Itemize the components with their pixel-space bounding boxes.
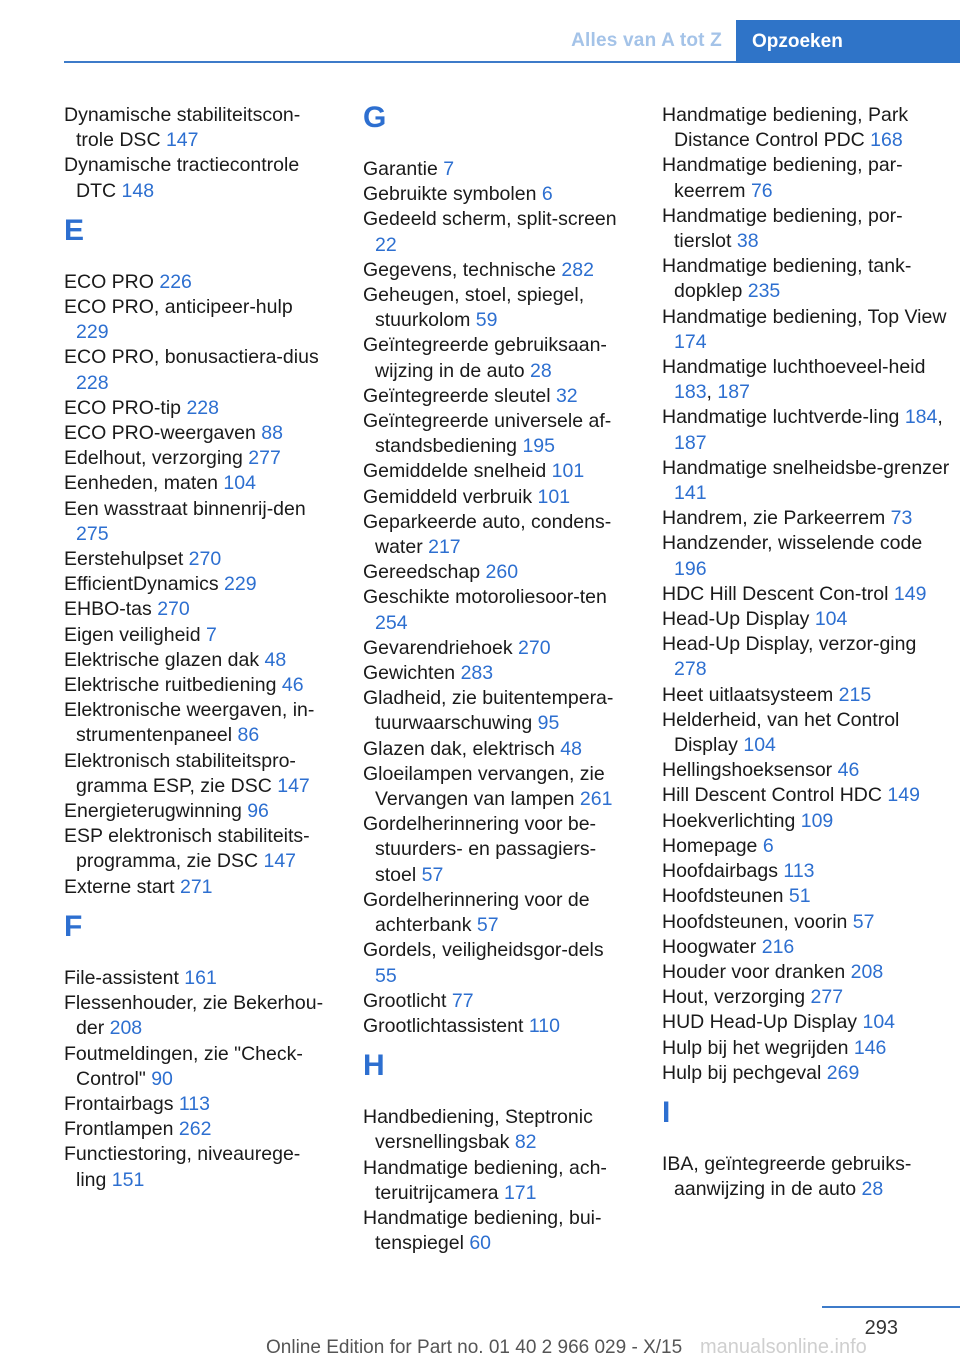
index-entry bbox=[363, 1105, 628, 1155]
page-link[interactable]: 104 bbox=[862, 1011, 896, 1034]
index-entry bbox=[64, 799, 329, 824]
section-letter: F bbox=[64, 909, 83, 943]
index-term: Externe start bbox=[64, 875, 180, 898]
page-link[interactable]: 270 bbox=[518, 636, 551, 659]
index-entry bbox=[662, 683, 952, 708]
index-entry bbox=[662, 456, 952, 506]
index-entry bbox=[662, 935, 952, 960]
index-entry bbox=[363, 510, 628, 560]
index-term: Dynamische stabiliteitscon-trole DSC bbox=[64, 104, 301, 152]
page-link[interactable]: 196 bbox=[674, 557, 707, 580]
index-entry bbox=[662, 632, 952, 682]
index-term: Handmatige snelheidsbe-grenzer bbox=[662, 456, 950, 479]
index-entry bbox=[662, 758, 952, 783]
page-link[interactable]: 109 bbox=[800, 809, 834, 832]
page-link[interactable]: 187 bbox=[717, 381, 750, 404]
page-link[interactable]: 6 bbox=[762, 834, 774, 857]
page-link[interactable]: 77 bbox=[451, 989, 474, 1012]
index-column-3 bbox=[662, 103, 952, 1202]
page-link[interactable]: 104 bbox=[743, 734, 776, 757]
page-link[interactable]: 73 bbox=[890, 507, 913, 530]
index-entry bbox=[64, 966, 329, 991]
index-term: Hout, verzorging bbox=[662, 986, 811, 1009]
index-term: Eenheden, maten bbox=[64, 472, 224, 495]
index-entry bbox=[662, 859, 952, 884]
index-entry bbox=[662, 355, 952, 405]
index-term: Gordelherinnering voor de achterbank bbox=[363, 888, 590, 937]
page-link[interactable]: 254 bbox=[375, 611, 408, 634]
page-link[interactable]: 147 bbox=[165, 129, 199, 152]
page-link[interactable]: 113 bbox=[783, 860, 815, 883]
page-link[interactable]: 82 bbox=[514, 1131, 537, 1154]
page-link[interactable]: 228 bbox=[76, 371, 109, 394]
page-link[interactable]: 95 bbox=[537, 712, 560, 735]
index-entry bbox=[662, 1036, 952, 1061]
index-entry bbox=[363, 258, 628, 283]
section-letter: G bbox=[363, 101, 387, 134]
index-term: ESP elektronisch stabiliteits-programma, zie DSC bbox=[64, 825, 310, 873]
page-link[interactable]: 88 bbox=[261, 422, 283, 445]
page-link[interactable]: 217 bbox=[428, 536, 461, 559]
page-separator: , bbox=[937, 406, 943, 429]
page-link[interactable]: 168 bbox=[870, 129, 903, 152]
index-entry bbox=[64, 698, 329, 748]
index-entry bbox=[64, 446, 329, 471]
index-entry bbox=[363, 888, 628, 938]
index-term: Handmatige bediening, Park Distance Control PDC bbox=[662, 104, 909, 152]
page-link[interactable]: 146 bbox=[853, 1036, 887, 1059]
index-term: Frontairbags bbox=[64, 1092, 179, 1115]
page-link[interactable]: 48 bbox=[264, 648, 287, 671]
index-entry bbox=[64, 1042, 329, 1092]
index-term: Gebruikte symbolen bbox=[363, 183, 542, 206]
page-link[interactable]: 226 bbox=[159, 270, 192, 293]
page-link[interactable]: 104 bbox=[814, 608, 848, 631]
page-link[interactable]: 101 bbox=[551, 460, 585, 483]
index-term: Glazen dak, elektrisch bbox=[363, 737, 561, 760]
page-link[interactable]: 208 bbox=[850, 960, 884, 983]
section-letter: I bbox=[662, 1095, 671, 1129]
index-term: Gordelherinnering voor be-stuurders- en passagiers-stoel bbox=[363, 813, 597, 886]
index-term: Gladheid, zie buitentempera-tuurwaarschuwing bbox=[363, 687, 614, 735]
section-letter: E bbox=[64, 213, 85, 247]
index-entry bbox=[64, 824, 329, 874]
page-link[interactable]: 57 bbox=[476, 914, 499, 937]
index-entry bbox=[363, 636, 628, 661]
page-link[interactable]: 6 bbox=[541, 183, 553, 206]
index-term: Hellingshoeksensor bbox=[662, 759, 838, 782]
index-term: Edelhout, verzorging bbox=[64, 447, 249, 470]
page-link[interactable]: 229 bbox=[76, 321, 109, 344]
index-entry bbox=[64, 270, 329, 295]
page-link[interactable]: 28 bbox=[530, 359, 552, 382]
index-entry bbox=[64, 1117, 329, 1142]
index-term: Geïntegreerde sleutel bbox=[363, 384, 556, 407]
page-link[interactable]: 48 bbox=[560, 737, 582, 760]
page-link[interactable]: 57 bbox=[852, 910, 875, 933]
page-link[interactable]: 262 bbox=[178, 1118, 212, 1141]
index-entry bbox=[662, 985, 952, 1010]
index-entry bbox=[363, 333, 628, 383]
index-term: Hoogwater bbox=[662, 935, 762, 958]
index-term: Homepage bbox=[662, 834, 763, 857]
page-link[interactable]: 235 bbox=[747, 280, 781, 303]
page-link[interactable]: 183 bbox=[674, 381, 707, 404]
index-term: Gereedschap bbox=[363, 561, 486, 584]
index-entry bbox=[363, 585, 628, 635]
index-term: Grootlicht bbox=[363, 989, 452, 1012]
index-term: IBA, geïntegreerde gebruiks-aanwijzing in de auto bbox=[662, 1152, 912, 1201]
index-entry bbox=[662, 506, 952, 531]
index-term: Hill Descent Control HDC bbox=[662, 784, 888, 807]
tab-opzoeken[interactable] bbox=[736, 20, 960, 63]
index-entry bbox=[662, 783, 952, 808]
index-term: Hoofdsteunen, voorin bbox=[662, 910, 853, 933]
index-term: Gemiddeld verbruik bbox=[363, 485, 538, 508]
index-term: Helderheid, van het Control Display bbox=[662, 708, 900, 757]
page-link[interactable]: 208 bbox=[109, 1017, 143, 1040]
index-entry bbox=[64, 572, 329, 597]
index-entry bbox=[64, 875, 329, 900]
page-link[interactable]: 46 bbox=[837, 759, 860, 782]
index-term: Energieterugwinning bbox=[64, 800, 248, 823]
page-link[interactable]: 57 bbox=[421, 863, 444, 886]
index-term: Gordels, veiligheidsgor-dels bbox=[363, 939, 604, 962]
page-link[interactable]: 59 bbox=[475, 309, 498, 332]
index-term: Handmatige bediening, ach-teruitrijcamera bbox=[363, 1156, 607, 1204]
index-column-2 bbox=[363, 103, 628, 1256]
index-term: Handmatige bediening, Top View bbox=[662, 305, 947, 328]
index-entry bbox=[64, 1142, 329, 1192]
page-link[interactable]: 149 bbox=[893, 582, 927, 605]
page-link[interactable]: 110 bbox=[528, 1014, 560, 1037]
index-term: Geschikte motoroliesoor-ten bbox=[363, 586, 607, 609]
index-term: EfficientDynamics bbox=[64, 573, 225, 596]
page-link[interactable]: 260 bbox=[485, 561, 519, 584]
index-entry bbox=[363, 560, 628, 585]
index-term: Eerstehulpset bbox=[64, 548, 189, 571]
index-entry bbox=[662, 1010, 952, 1035]
index-entry bbox=[363, 938, 628, 988]
index-term: Hoekverlichting bbox=[662, 809, 801, 832]
index-entry bbox=[363, 661, 628, 686]
index-term: Handmatige luchthoeveel-heid bbox=[662, 356, 926, 379]
index-entry bbox=[363, 1014, 628, 1039]
index-entry bbox=[64, 597, 329, 622]
page-link[interactable]: 277 bbox=[248, 447, 281, 470]
index-term: Garantie bbox=[363, 158, 444, 180]
page-link[interactable]: 96 bbox=[247, 800, 269, 823]
index-entry bbox=[64, 421, 329, 446]
page-link[interactable]: 261 bbox=[579, 788, 613, 811]
index-entry bbox=[64, 396, 329, 421]
index-entry bbox=[363, 459, 628, 484]
index-term: Grootlichtassistent bbox=[363, 1014, 529, 1037]
page-link[interactable]: 90 bbox=[151, 1067, 173, 1090]
page-link[interactable]: 141 bbox=[674, 482, 707, 505]
index-term: Gegevens, technische bbox=[363, 258, 562, 281]
index-term: Foutmeldingen, zie "Check-Control" bbox=[64, 1042, 303, 1090]
index-term: Geïntegreerde gebruiksaan-wijzing in de auto bbox=[363, 334, 607, 382]
index-term: Geheugen, stoel, spiegel, stuurkolom bbox=[363, 284, 585, 332]
page-link[interactable]: 161 bbox=[184, 966, 217, 989]
index-entry bbox=[363, 409, 628, 459]
page-link[interactable]: 270 bbox=[188, 548, 222, 571]
page-link[interactable]: 55 bbox=[375, 964, 397, 987]
page-link[interactable]: 149 bbox=[887, 784, 920, 807]
index-term: Handmatige bediening, por-tierslot bbox=[662, 204, 903, 253]
page-link[interactable]: 51 bbox=[788, 885, 811, 908]
index-entry bbox=[662, 582, 952, 607]
index-term: Handmatige bediening, bui-tenspiegel bbox=[363, 1206, 602, 1255]
index-term: Head-Up Display bbox=[662, 608, 815, 631]
index-entry bbox=[64, 497, 329, 547]
index-entry bbox=[662, 884, 952, 909]
index-term: ECO PRO-weergaven bbox=[64, 422, 262, 445]
index-term: Elektronisch stabiliteitspro-gramma ESP, zie DSC bbox=[64, 749, 296, 797]
page-link[interactable]: 147 bbox=[263, 850, 297, 873]
index-entry bbox=[64, 295, 329, 345]
page-link[interactable]: 28 bbox=[861, 1178, 884, 1201]
index-entry bbox=[662, 607, 952, 632]
page-link[interactable]: 278 bbox=[674, 658, 707, 681]
index-term: Handbediening, Steptronic versnellingsbak bbox=[363, 1106, 593, 1154]
index-term: Geparkeerde auto, condens-water bbox=[363, 510, 612, 559]
index-entry bbox=[363, 1156, 628, 1206]
index-entry bbox=[64, 673, 329, 698]
index-entry bbox=[363, 485, 628, 510]
tab-label: Opzoeken bbox=[752, 30, 843, 52]
page-separator: , bbox=[706, 381, 718, 404]
page-link[interactable]: 76 bbox=[750, 179, 773, 202]
index-entry bbox=[662, 1061, 952, 1086]
index-term: Handzender, wisselende code bbox=[662, 532, 923, 555]
page-link[interactable]: 101 bbox=[537, 485, 571, 508]
index-entry bbox=[363, 207, 628, 257]
index-term: ECO PRO bbox=[64, 270, 160, 293]
page-link[interactable]: 275 bbox=[76, 522, 109, 545]
index-term: Elektronische weergaven, in-strumentenpaneel bbox=[64, 699, 315, 747]
index-term: HDC Hill Descent Con-trol bbox=[662, 582, 894, 605]
page-link[interactable]: 184 bbox=[904, 406, 938, 429]
index-entry bbox=[662, 254, 952, 304]
index-entry bbox=[363, 737, 628, 762]
index-term: ECO PRO, bonusactiera-dius bbox=[64, 346, 319, 369]
index-entry bbox=[363, 157, 628, 182]
page-link[interactable]: 270 bbox=[157, 598, 190, 621]
page-link[interactable]: 277 bbox=[810, 986, 844, 1009]
index-entry bbox=[64, 103, 329, 153]
index-entry bbox=[64, 991, 329, 1041]
index-term: Gedeeld scherm, split-screen bbox=[363, 208, 617, 231]
index-term: Frontlampen bbox=[64, 1118, 179, 1141]
index-entry bbox=[662, 960, 952, 985]
index-term: ECO PRO-tip bbox=[64, 396, 187, 419]
page-link[interactable]: 282 bbox=[561, 258, 594, 281]
index-entry bbox=[363, 812, 628, 888]
index-term: File-assistent bbox=[64, 966, 185, 989]
index-entry bbox=[64, 1092, 329, 1117]
index-term: Elektrische glazen dak bbox=[64, 648, 265, 671]
index-entry bbox=[363, 283, 628, 333]
page-link[interactable]: 148 bbox=[121, 179, 155, 202]
index-entry bbox=[363, 686, 628, 736]
index-term: Elektrische ruitbediening bbox=[64, 674, 282, 697]
page-link[interactable]: 7 bbox=[206, 623, 217, 646]
index-entry bbox=[64, 547, 329, 572]
page-link[interactable]: 174 bbox=[674, 330, 707, 353]
index-entry bbox=[64, 153, 329, 203]
page-link[interactable]: 229 bbox=[224, 573, 257, 596]
index-term: Functiestoring, niveaurege-ling bbox=[64, 1143, 301, 1191]
index-entry bbox=[662, 708, 952, 758]
page-number: 293 bbox=[864, 1317, 898, 1339]
index-entry bbox=[662, 153, 952, 203]
index-term: Een wasstraat binnenrij-den bbox=[64, 497, 306, 520]
index-term: Gloeilampen vervangen, zie Vervangen van lampen bbox=[363, 762, 605, 811]
index-term: Handmatige bediening, tank-dopklep bbox=[662, 255, 912, 303]
index-term: Hoofdairbags bbox=[662, 860, 784, 883]
page-link[interactable]: 38 bbox=[736, 230, 759, 253]
index-entry bbox=[662, 531, 952, 581]
index-term: Handrem, zie Parkeerrem bbox=[662, 507, 891, 530]
page-link[interactable]: 269 bbox=[826, 1061, 860, 1084]
page-link[interactable]: 171 bbox=[503, 1181, 537, 1204]
index-term: Gemiddelde snelheid bbox=[363, 460, 552, 483]
index-entry bbox=[662, 405, 952, 455]
index-entry bbox=[363, 1206, 628, 1256]
index-entry bbox=[64, 648, 329, 673]
index-term: Gevarendriehoek bbox=[363, 636, 519, 659]
index-term: Handmatige luchtverde-ling bbox=[662, 406, 905, 429]
index-term: Hulp bij het wegrijden bbox=[662, 1036, 854, 1059]
page-link[interactable]: 46 bbox=[281, 674, 304, 697]
page-link[interactable]: 283 bbox=[460, 662, 494, 685]
index-term: Gewichten bbox=[363, 662, 461, 685]
index-entry bbox=[363, 762, 628, 812]
index-entry bbox=[662, 103, 952, 153]
page-link[interactable]: 151 bbox=[111, 1168, 145, 1191]
index-entry bbox=[363, 182, 628, 207]
edition-text: Online Edition for Part no. 01 40 2 966 029 - X/15 bbox=[266, 1337, 683, 1358]
index-entry bbox=[662, 204, 952, 254]
index-term: Geïntegreerde universele af-standsbediening bbox=[363, 410, 612, 458]
page-link[interactable]: 60 bbox=[469, 1232, 492, 1255]
page-link[interactable]: 147 bbox=[277, 774, 310, 797]
index-entry bbox=[662, 1152, 952, 1202]
index-term: Dynamische tractiecontrole DTC bbox=[64, 154, 300, 202]
page-link[interactable]: 195 bbox=[522, 435, 555, 458]
index-term: EHBO-tas bbox=[64, 598, 158, 621]
index-entry bbox=[363, 384, 628, 409]
index-entry bbox=[662, 834, 952, 859]
index-term: Hoofdsteunen bbox=[662, 885, 789, 908]
page-link[interactable]: 22 bbox=[375, 233, 397, 256]
page-link[interactable]: 113 bbox=[178, 1092, 210, 1115]
page-link[interactable]: 271 bbox=[179, 875, 213, 898]
index-column-1 bbox=[64, 103, 329, 1193]
index-entry bbox=[662, 305, 952, 355]
index-entry bbox=[64, 345, 329, 395]
section-letter: H bbox=[363, 1049, 385, 1083]
index-term: Eigen veiligheid bbox=[64, 623, 207, 646]
page-link[interactable]: 7 bbox=[443, 158, 455, 180]
index-term: Handmatige bediening, par-keerrem bbox=[662, 154, 903, 202]
index-entry bbox=[662, 910, 952, 935]
watermark-text: manualsonline.info bbox=[700, 1336, 867, 1358]
page-link[interactable]: 187 bbox=[674, 431, 707, 454]
index-entry bbox=[64, 749, 329, 799]
index-term: Houder voor dranken bbox=[662, 960, 851, 983]
breadcrumb[interactable]: Alles van A tot Z bbox=[571, 30, 722, 51]
index-term: Head-Up Display, verzor-ging bbox=[662, 633, 917, 656]
index-term: Flessenhouder, zie Bekerhou-der bbox=[64, 992, 324, 1040]
footer-rule bbox=[822, 1306, 960, 1308]
index-term: ECO PRO, anticipeer-hulp bbox=[64, 296, 293, 319]
page-link[interactable]: 86 bbox=[237, 724, 260, 747]
index-term: Hulp bij pechgeval bbox=[662, 1061, 827, 1084]
index-term: HUD Head-Up Display bbox=[662, 1011, 863, 1034]
index-entry bbox=[662, 809, 952, 834]
index-term: Heet uitlaatsysteem bbox=[662, 683, 839, 706]
page-link[interactable]: 32 bbox=[555, 384, 578, 407]
page-link[interactable]: 104 bbox=[223, 472, 256, 495]
index-entry bbox=[363, 989, 628, 1014]
page-link[interactable]: 228 bbox=[186, 396, 219, 419]
page-link[interactable]: 215 bbox=[838, 683, 872, 706]
page-link[interactable]: 216 bbox=[761, 935, 795, 958]
index-entry bbox=[64, 471, 329, 496]
index-entry bbox=[64, 623, 329, 648]
